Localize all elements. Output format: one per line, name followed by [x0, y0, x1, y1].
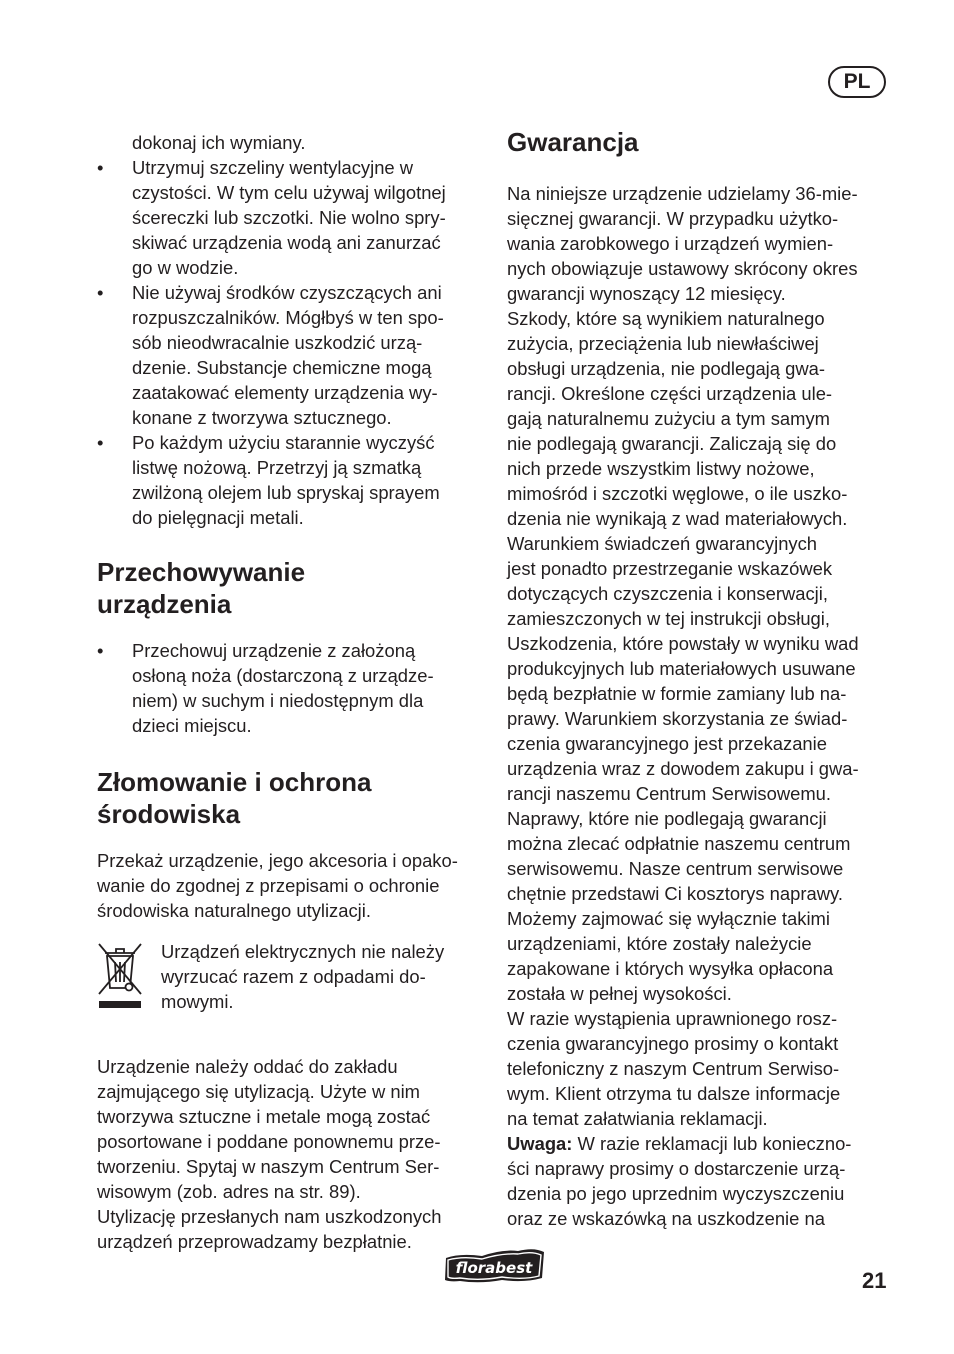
warranty-body: Na niniejsze urządzenie udzielamy 36-mie- sięcznej gwarancji. W przypadku użytko- wania zarobkowego i urządzeń wymien- nych obowiązuje ustawowy skrócony okres gwarancji wynoszący 12 miesięcy. Szkody, które są wynikiem naturalnego zużycia, przeciążenia lub niewłaściwej obsługi urządzenia, nie podlegają gwa- rancji. Określone części urządzenia ule- gają naturalnemu zużyciu a tym samym nie podlegają gwarancji. Zaliczają się do nich przede wszystkim listwy nożowe, mimośród i szczotki węglowe, o ile uszko- dzenia nie wynikają z wad materiałowych. Warunkiem świadczeń gwarancyjnych jest ponadto przestrzeganie wskazówek dotyczących czyszczenia i konserwacji, zamieszczonych w tej instrukcji obsługi, Uszkodzenia, które powstały w wyniku wad produkcyjnych lub materiałowych usuwane będą bezpłatnie w formie zamiany lub na- prawy. Warunkiem skorzystania ze świad- czenia gwarancyjnego jest przekazanie urządzenia wraz z dowodem zakupu i gwa- rancji naszemu Centrum Serwisowemu. Naprawy, które nie podlegają gwarancji można zlecać odpłatnie naszemu centrum serwisowemu. Nasze centrum serwisowe chętnie przedstawi Ci kosztorys naprawy. Możemy zajmować się wyłącznie takimi urządzeniami, które zostały należycie zapakowane i których wysyłka opłacona została w pełnej wysokości. W razie wystąpienia uprawnionego rosz- czenia gwarancyjnego prosimy o kontakt telefoniczny z naszym Centrum Serwiso- wym. Klient otrzyma tu dalsze informacje na temat załatwiania reklamacji. [507, 183, 859, 1129]
care-bullet-list [97, 155, 482, 530]
care-bullet-blade-cleaning: • Po każdym użyciu starannie wyczyść listwę nożową. Przetrzyj ją szmatką zwilżoną olejem lub spryskaj sprayem do pielęgnacji metali. [97, 430, 482, 530]
disposal-closing: Urządzenie należy oddać do zakładu zajmującego się utylizacją. Użyte w nim tworzywa sztuczne i metale mogą zostać posortowane i poddane ponownemu prze- tworzeniu. Spytaj w naszym Centrum Ser- wisowym (zob. adres na str. 89). Utylizację przesłanych nam uszkodzonych urządzeń przeprowadzamy bezpłatnie. [97, 1056, 442, 1252]
brand-text: florabest [455, 1259, 533, 1277]
disposal-heading: Złomowanie i ochrona środowiska [97, 767, 372, 829]
note-text: W razie reklamacji lub konieczno- ści naprawy prosimy o dostarczenie urzą- dzenia po jego uprzednim wyczyszczeniu oraz ze wskazówką na uszkodzenie na [507, 1133, 852, 1229]
warranty-note [507, 1131, 892, 1231]
florabest-logo [442, 1244, 548, 1286]
continued-text: dokonaj ich wymiany. [132, 132, 306, 153]
warranty-heading: Gwarancja [507, 127, 639, 157]
storage-bullet: • Przechowuj urządzenie z założoną osłoną noża (dostarczoną z urządze- niem) w suchym i niedostępnym dla dzieci miejscu. [97, 638, 482, 738]
weee-text: Urządzeń elektrycznych nie należy wyrzucać razem z odpadami do- mowymi. [161, 941, 445, 1012]
crossed-out-wheelie-bin-icon [97, 942, 143, 1008]
language-badge [828, 66, 886, 98]
note-label: Uwaga: [507, 1133, 573, 1154]
language-code: PL [843, 70, 871, 93]
storage-bullet-list [97, 638, 482, 738]
right-column [507, 127, 892, 1231]
weee-notice [97, 939, 482, 1014]
disposal-intro: Przekaż urządzenie, jego akcesoria i opako- wanie do zgodnej z przepisami o ochronie środowiska naturalnego utylizacji. [97, 850, 458, 921]
care-bullet-no-solvents: • Nie używaj środków czyszczących ani rozpuszczalników. Mógłbyś w ten spo- sób nieodwracalnie uszkodzić urzą- dzenie. Substancje chemiczne mogą zaatakować elementy urządzenia wy- konane z tworzywa sztucznego. [97, 280, 482, 430]
care-bullet-ventilation: • Utrzymuj szczeliny wentylacyjne w czystości. W tym celu używaj wilgotnej ścereczki lub szczotki. Nie wolno spry- skiwać urządzenia wodą ani zanurzać go w wodzie. [97, 155, 482, 280]
storage-heading: Przechowywanie urządzenia [97, 557, 306, 619]
page-number: 21 [862, 1268, 887, 1293]
left-column [97, 130, 482, 1254]
